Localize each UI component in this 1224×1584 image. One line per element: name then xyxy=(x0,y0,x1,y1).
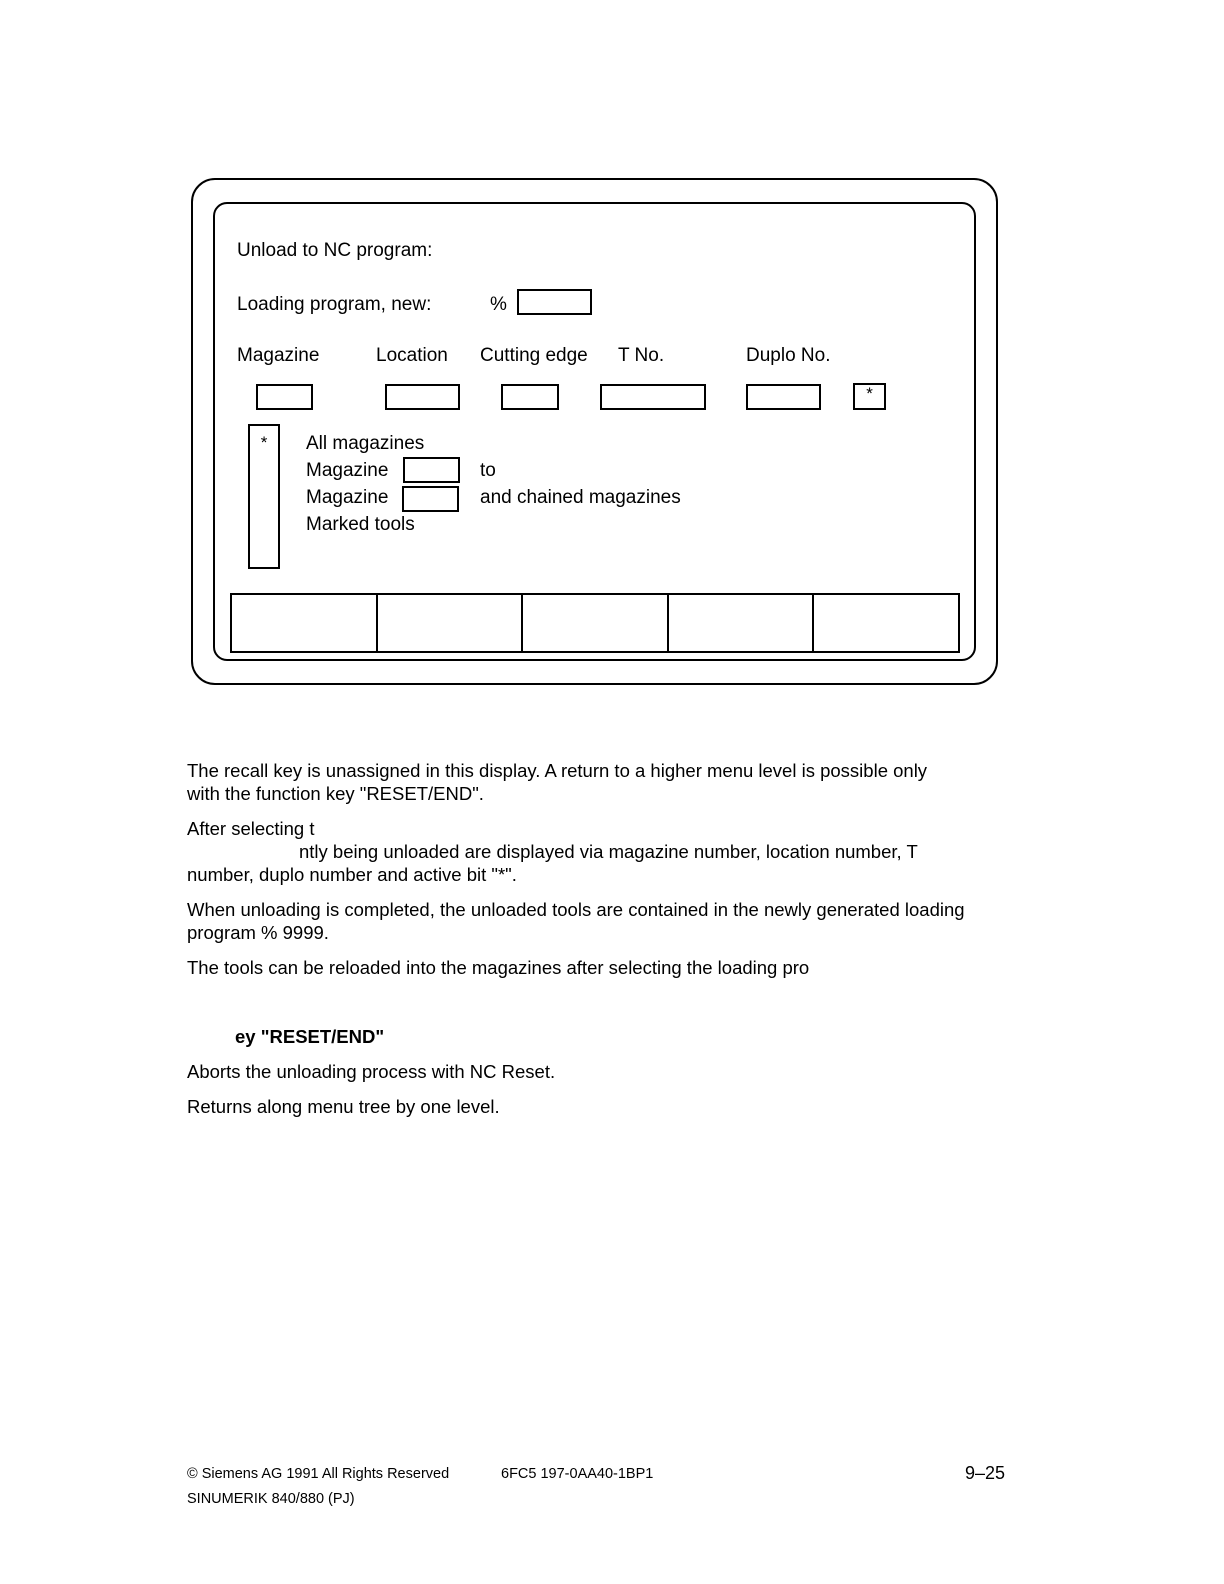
paragraph-line: program % 9999. xyxy=(187,922,329,943)
paragraph-aborts: Aborts the unloading process with NC Reset. xyxy=(187,1061,556,1082)
column-location: Location xyxy=(376,345,448,366)
duplo-no-field[interactable] xyxy=(746,384,821,410)
selection-column[interactable] xyxy=(248,424,280,569)
softkey-1[interactable] xyxy=(232,595,378,651)
column-cutting-edge: Cutting edge xyxy=(480,345,588,366)
active-bit-field[interactable] xyxy=(853,383,886,410)
column-duplo-no: Duplo No. xyxy=(746,345,831,366)
footer-copyright: © Siemens AG 1991 All Rights Reserved xyxy=(187,1466,450,1482)
option-magazine-range-label[interactable]: Magazine xyxy=(306,460,389,481)
active-bit-value: * xyxy=(866,384,873,403)
chained-suffix-label: and chained magazines xyxy=(480,487,681,508)
magazine-range-from-input[interactable] xyxy=(403,457,460,483)
magazine-chained-input[interactable] xyxy=(402,486,459,512)
magazine-field[interactable] xyxy=(256,384,313,410)
column-t-no: T No. xyxy=(618,345,665,366)
range-to-label: to xyxy=(480,460,496,481)
paragraph-returns: Returns along menu tree by one level. xyxy=(187,1096,500,1117)
screen-heading: Unload to NC program: xyxy=(237,240,433,261)
percent-symbol: % xyxy=(490,294,507,315)
column-magazine: Magazine xyxy=(237,345,320,366)
paragraph-after-selecting xyxy=(187,817,1017,886)
footer-page-number: 9–25 xyxy=(965,1463,1006,1483)
loading-program-label: Loading program, new: xyxy=(237,294,432,315)
paragraph-unloading-completed xyxy=(187,898,1017,944)
selection-marker: * xyxy=(260,433,268,452)
cutting-edge-field[interactable] xyxy=(501,384,559,410)
paragraph-reload: The tools can be reloaded into the magazines after selecting the loading pro xyxy=(187,957,810,978)
loading-program-input[interactable] xyxy=(517,289,592,315)
option-all-magazines[interactable]: All magazines xyxy=(306,433,425,454)
paragraph-line: After selecting t xyxy=(187,818,315,839)
option-magazine-chained-label[interactable]: Magazine xyxy=(306,487,389,508)
key-heading: ey "RESET/END" xyxy=(235,1026,385,1047)
option-marked-tools[interactable]: Marked tools xyxy=(306,514,415,535)
softkey-2[interactable] xyxy=(378,595,524,651)
footer-product: SINUMERIK 840/880 (PJ) xyxy=(187,1491,355,1507)
paragraph-line: with the function key "RESET/END". xyxy=(187,783,484,804)
softkey-5[interactable] xyxy=(814,595,958,651)
paragraph-line: When unloading is completed, the unloaded tools are contained in the newly generated loading xyxy=(187,899,965,920)
paragraph-line: The recall key is unassigned in this display. A return to a higher menu level is possible only xyxy=(187,760,928,781)
paragraph-recall-key xyxy=(187,759,1017,805)
softkey-3[interactable] xyxy=(523,595,669,651)
softkey-bar xyxy=(230,593,960,653)
location-field[interactable] xyxy=(385,384,460,410)
paragraph-line: number, duplo number and active bit "*". xyxy=(187,864,517,885)
softkey-4[interactable] xyxy=(669,595,815,651)
footer-order-no: 6FC5 197-0AA40-1BP1 xyxy=(501,1466,654,1482)
paragraph-line: ntly being unloaded are displayed via magazine number, location number, T xyxy=(299,841,918,862)
t-no-field[interactable] xyxy=(600,384,706,410)
